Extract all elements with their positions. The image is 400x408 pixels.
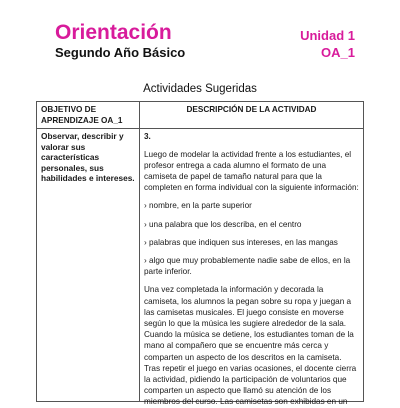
activity-number: 3. [144, 132, 151, 142]
table-row [37, 129, 364, 402]
header-subtitle: Segundo Año Básico [55, 45, 186, 60]
bullet-item: › nombre, en la parte superior [144, 201, 252, 211]
objective-cell [37, 129, 140, 402]
activities-table [36, 101, 364, 407]
activity-closing: Una vez completada la información y decorada la camiseta, los alumnos la pegan sobre su ropa y juegan a las camisetas musicales. El juego consiste en moverse según lo que la música les sugiere alrededor de la sala. Cuando la música se detiene, los estudiantes toman de la mano al compañero que se encuentre más cerca y comparten un aspecto de los descritos en la camiseta. Tras repetir el juego en varias ocasiones, el docente cierra la actividad, pidiendo la participación de voluntarios que comparten un aspecto que llamó su atención de los miembros del curso. Las camisetas son exhibidas en un [144, 285, 357, 407]
bullet-item: › una palabra que los describa, en el centro [144, 219, 302, 229]
description-column-header: DESCRIPCIÓN DE LA ACTIVIDAD [140, 102, 364, 129]
section-title: Actividades Sugeridas [143, 83, 257, 95]
objective-text: Observar, describir y valorar sus características personales, sus habilidades e intereses. [41, 131, 135, 184]
header-title: Orientación [55, 21, 172, 44]
objective-column-header: OBJETIVO DE APRENDIZAJE OA_1 [37, 102, 140, 129]
description-cell [140, 129, 364, 407]
unit-label: Unidad 1 [300, 28, 355, 43]
bullet-item: › palabras que indiquen sus intereses, en las mangas [144, 237, 338, 247]
activity-intro: Luego de modelar la actividad frente a los estudiantes, el profesor entrega a cada alumno el formato de una camiseta de papel de tamaño natural para que la completen en forma individual con la siguiente información: [144, 149, 359, 193]
oa-label: OA_1 [321, 45, 355, 60]
bullet-item: › algo que muy probablemente nadie sabe de ellos, en la parte inferior. [144, 256, 351, 277]
table-header-row [37, 102, 364, 129]
